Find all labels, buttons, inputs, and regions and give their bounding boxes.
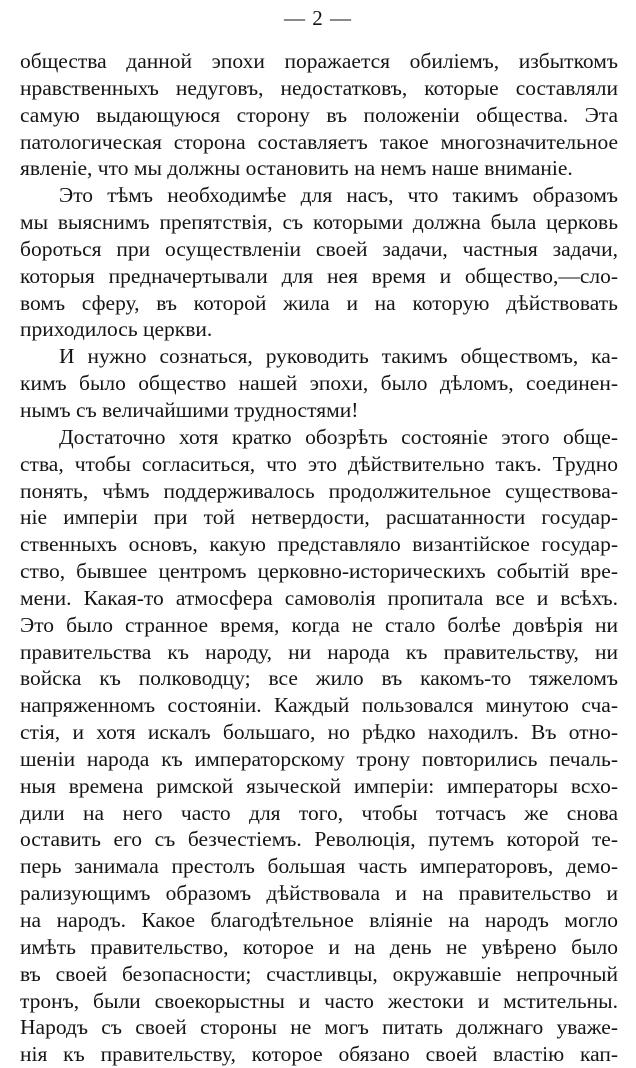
- text-line: напряженномъ состояніи. Каждый пользовался минутою сча-: [20, 693, 618, 718]
- body-text: [20, 48, 618, 1068]
- text-line: мени. Какая-то атмосфера самоволія пропитала все и всѣхъ.: [20, 585, 618, 610]
- page-number: — 2 —: [284, 6, 352, 30]
- text-line: ства, чтобы согласиться, что это дѣйствительно такъ. Трудно: [20, 451, 618, 476]
- text-line: вомъ сферу, въ которой жила и на которую дѣйствовать: [20, 290, 618, 315]
- text-line: И нужно сознаться, руководить такимъ обществомъ, ка-: [59, 344, 618, 369]
- text-line: въ своей безопасности; счастливцы, окружавшіе непрочный: [20, 961, 618, 986]
- text-line: патологическая сторона составляетъ такое многозначительное: [20, 129, 618, 154]
- text-line: общества данной эпохи поражается обиліемъ, избыткомъ: [20, 49, 618, 73]
- text-line: Достаточно хотя кратко обозрѣть состояніе этого обще-: [59, 424, 618, 449]
- text-line: самую выдающуюся сторону въ положеніи общества. Эта: [20, 102, 618, 127]
- text-line: рализующимъ образомъ дѣйствовала и на правительство и: [20, 881, 618, 906]
- text-line: нія къ правительству, которое обязано своей властію кап-: [20, 1042, 618, 1067]
- text-line: Это было странное время, когда не стало болѣе довѣрія ни: [20, 612, 618, 637]
- text-line: шеніи народа къ императорскому трону повторились печаль-: [20, 746, 618, 771]
- text-line: Народъ съ своей стороны не могъ питать должнаго уваже-: [20, 1015, 618, 1040]
- text-line: явленіе, что мы должны остановить на немъ наше вниманіе.: [20, 156, 573, 181]
- text-line: ственныхъ основъ, какую представляло византійское государ-: [20, 532, 618, 557]
- text-line: мы выяснимъ препятствія, съ которыми должна была церковь: [20, 210, 618, 235]
- text-line: кимъ было общество нашей эпохи, было дѣломъ, соединен-: [20, 371, 618, 396]
- text-line: нымъ съ величайшими трудностями!: [20, 397, 359, 422]
- text-line: Это тѣмъ необходимѣе для насъ, что такимъ образомъ: [59, 183, 618, 208]
- text-line: стія, и хотя искалъ большаго, но рѣдко находилъ. Въ отно-: [20, 720, 618, 745]
- text-line: дили на него часто для того, чтобы тотчасъ же снова: [20, 800, 618, 825]
- text-line: ныя времена римской языческой имперіи: императоры всхо-: [20, 773, 618, 798]
- text-line: бороться при осуществленіи своей задачи, частныя задачи,: [20, 236, 618, 261]
- text-line: войска къ полководцу; все жило въ какомъ-то тяжеломъ: [20, 666, 618, 691]
- text-line: ство, бывшее центромъ церковно-историческихъ событій вре-: [20, 559, 618, 584]
- text-line: ніе имперіи при той нетвердости, расшатанности государ-: [20, 505, 618, 530]
- text-line: тронъ, были своекорыстны и часто жестоки и мстительны.: [20, 988, 618, 1013]
- text-line: правительства къ народу, ни народа къ правительству, ни: [20, 639, 618, 664]
- text-line: имѣть правительство, которое и на день не увѣрено было: [20, 934, 618, 959]
- text-line: которыя предначертывали для нея время и общество,—сло-: [20, 263, 618, 288]
- text-line: на народъ. Какое благодѣтельное вліяніе на народъ могло: [20, 908, 618, 932]
- text-line: понять, чѣмъ поддерживалось продолжительное существова-: [20, 478, 618, 503]
- text-line: оставить его съ безчестіемъ. Революція, путемъ которой те-: [20, 827, 618, 852]
- text-line: перь занимала престолъ большая часть императоровъ, демо-: [20, 854, 618, 879]
- text-line: нравственныхъ недуговъ, недостатковъ, которые составляли: [20, 75, 618, 100]
- text-line: приходилось церкви.: [20, 317, 213, 342]
